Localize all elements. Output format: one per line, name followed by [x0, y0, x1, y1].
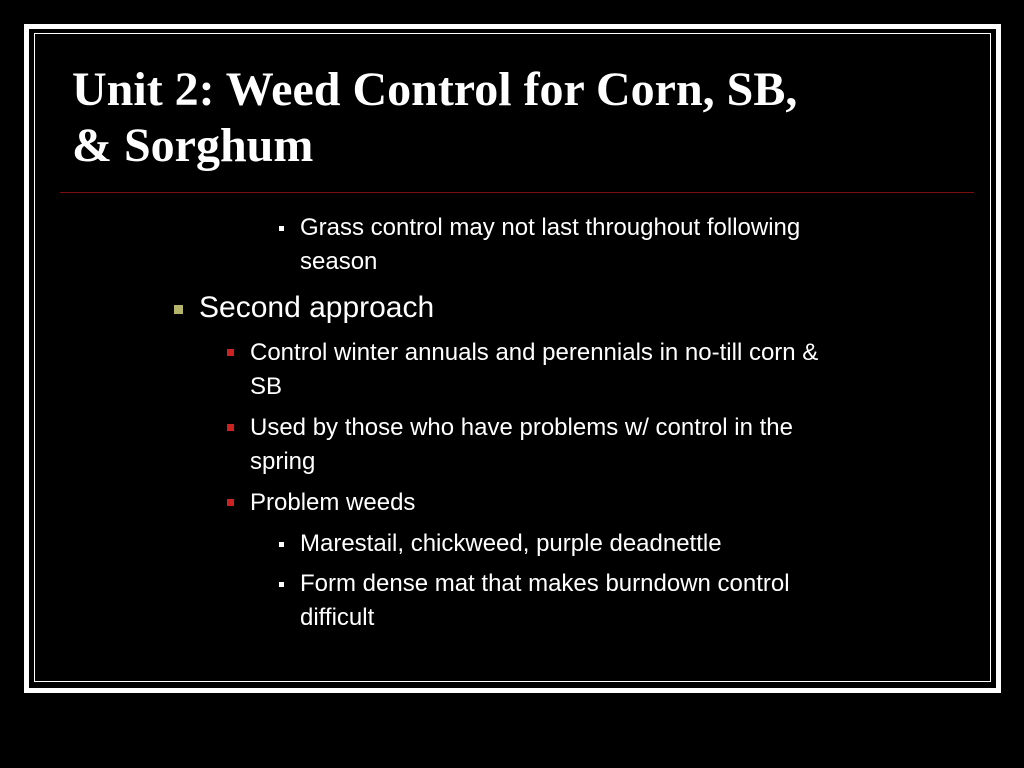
bullet-text-line-2: spring: [250, 448, 316, 475]
bullet-text-line-2: season: [300, 248, 378, 275]
square-bullet-icon: [279, 582, 284, 587]
bullet-text-line-1: Form dense mat that makes burndown control: [300, 570, 790, 597]
square-bullet-icon: [227, 424, 234, 431]
bullet-text-line-1: Control winter annuals and perennials in no-till corn &: [250, 339, 819, 366]
bullet-item: [279, 567, 919, 635]
bullet-text: [300, 211, 800, 279]
square-bullet-icon: [279, 542, 284, 547]
bullet-item: [279, 211, 919, 279]
bullet-text-line-2: difficult: [300, 604, 375, 631]
bullet-text: Second approach: [199, 291, 435, 324]
bullet-text: [300, 567, 790, 635]
square-bullet-icon: [174, 305, 183, 314]
bullet-text-line-2: SB: [250, 373, 283, 400]
square-bullet-icon: [227, 349, 234, 356]
bullet-item: [227, 336, 947, 404]
square-bullet-icon: [227, 499, 234, 506]
bullet-text-line-1: Used by those who have problems w/ control in the: [250, 414, 793, 441]
bullet-text: [250, 336, 818, 404]
bullet-text-line-1: Grass control may not last throughout following: [300, 214, 801, 241]
bullet-item: [279, 527, 919, 561]
bullet-text: [250, 411, 793, 479]
title-divider: [60, 192, 974, 193]
slide-title-line-1: Unit 2: Weed Control for Corn, SB,: [72, 63, 798, 116]
bullet-item: [227, 411, 947, 479]
slide-title: [72, 62, 972, 174]
bullet-item: [174, 291, 934, 325]
slide-title-line-2: & Sorghum: [72, 119, 314, 172]
bullet-item: [227, 486, 947, 520]
square-bullet-icon: [279, 226, 284, 231]
bullet-text: Marestail, chickweed, purple deadnettle: [300, 530, 722, 557]
bullet-text: Problem weeds: [250, 489, 416, 516]
